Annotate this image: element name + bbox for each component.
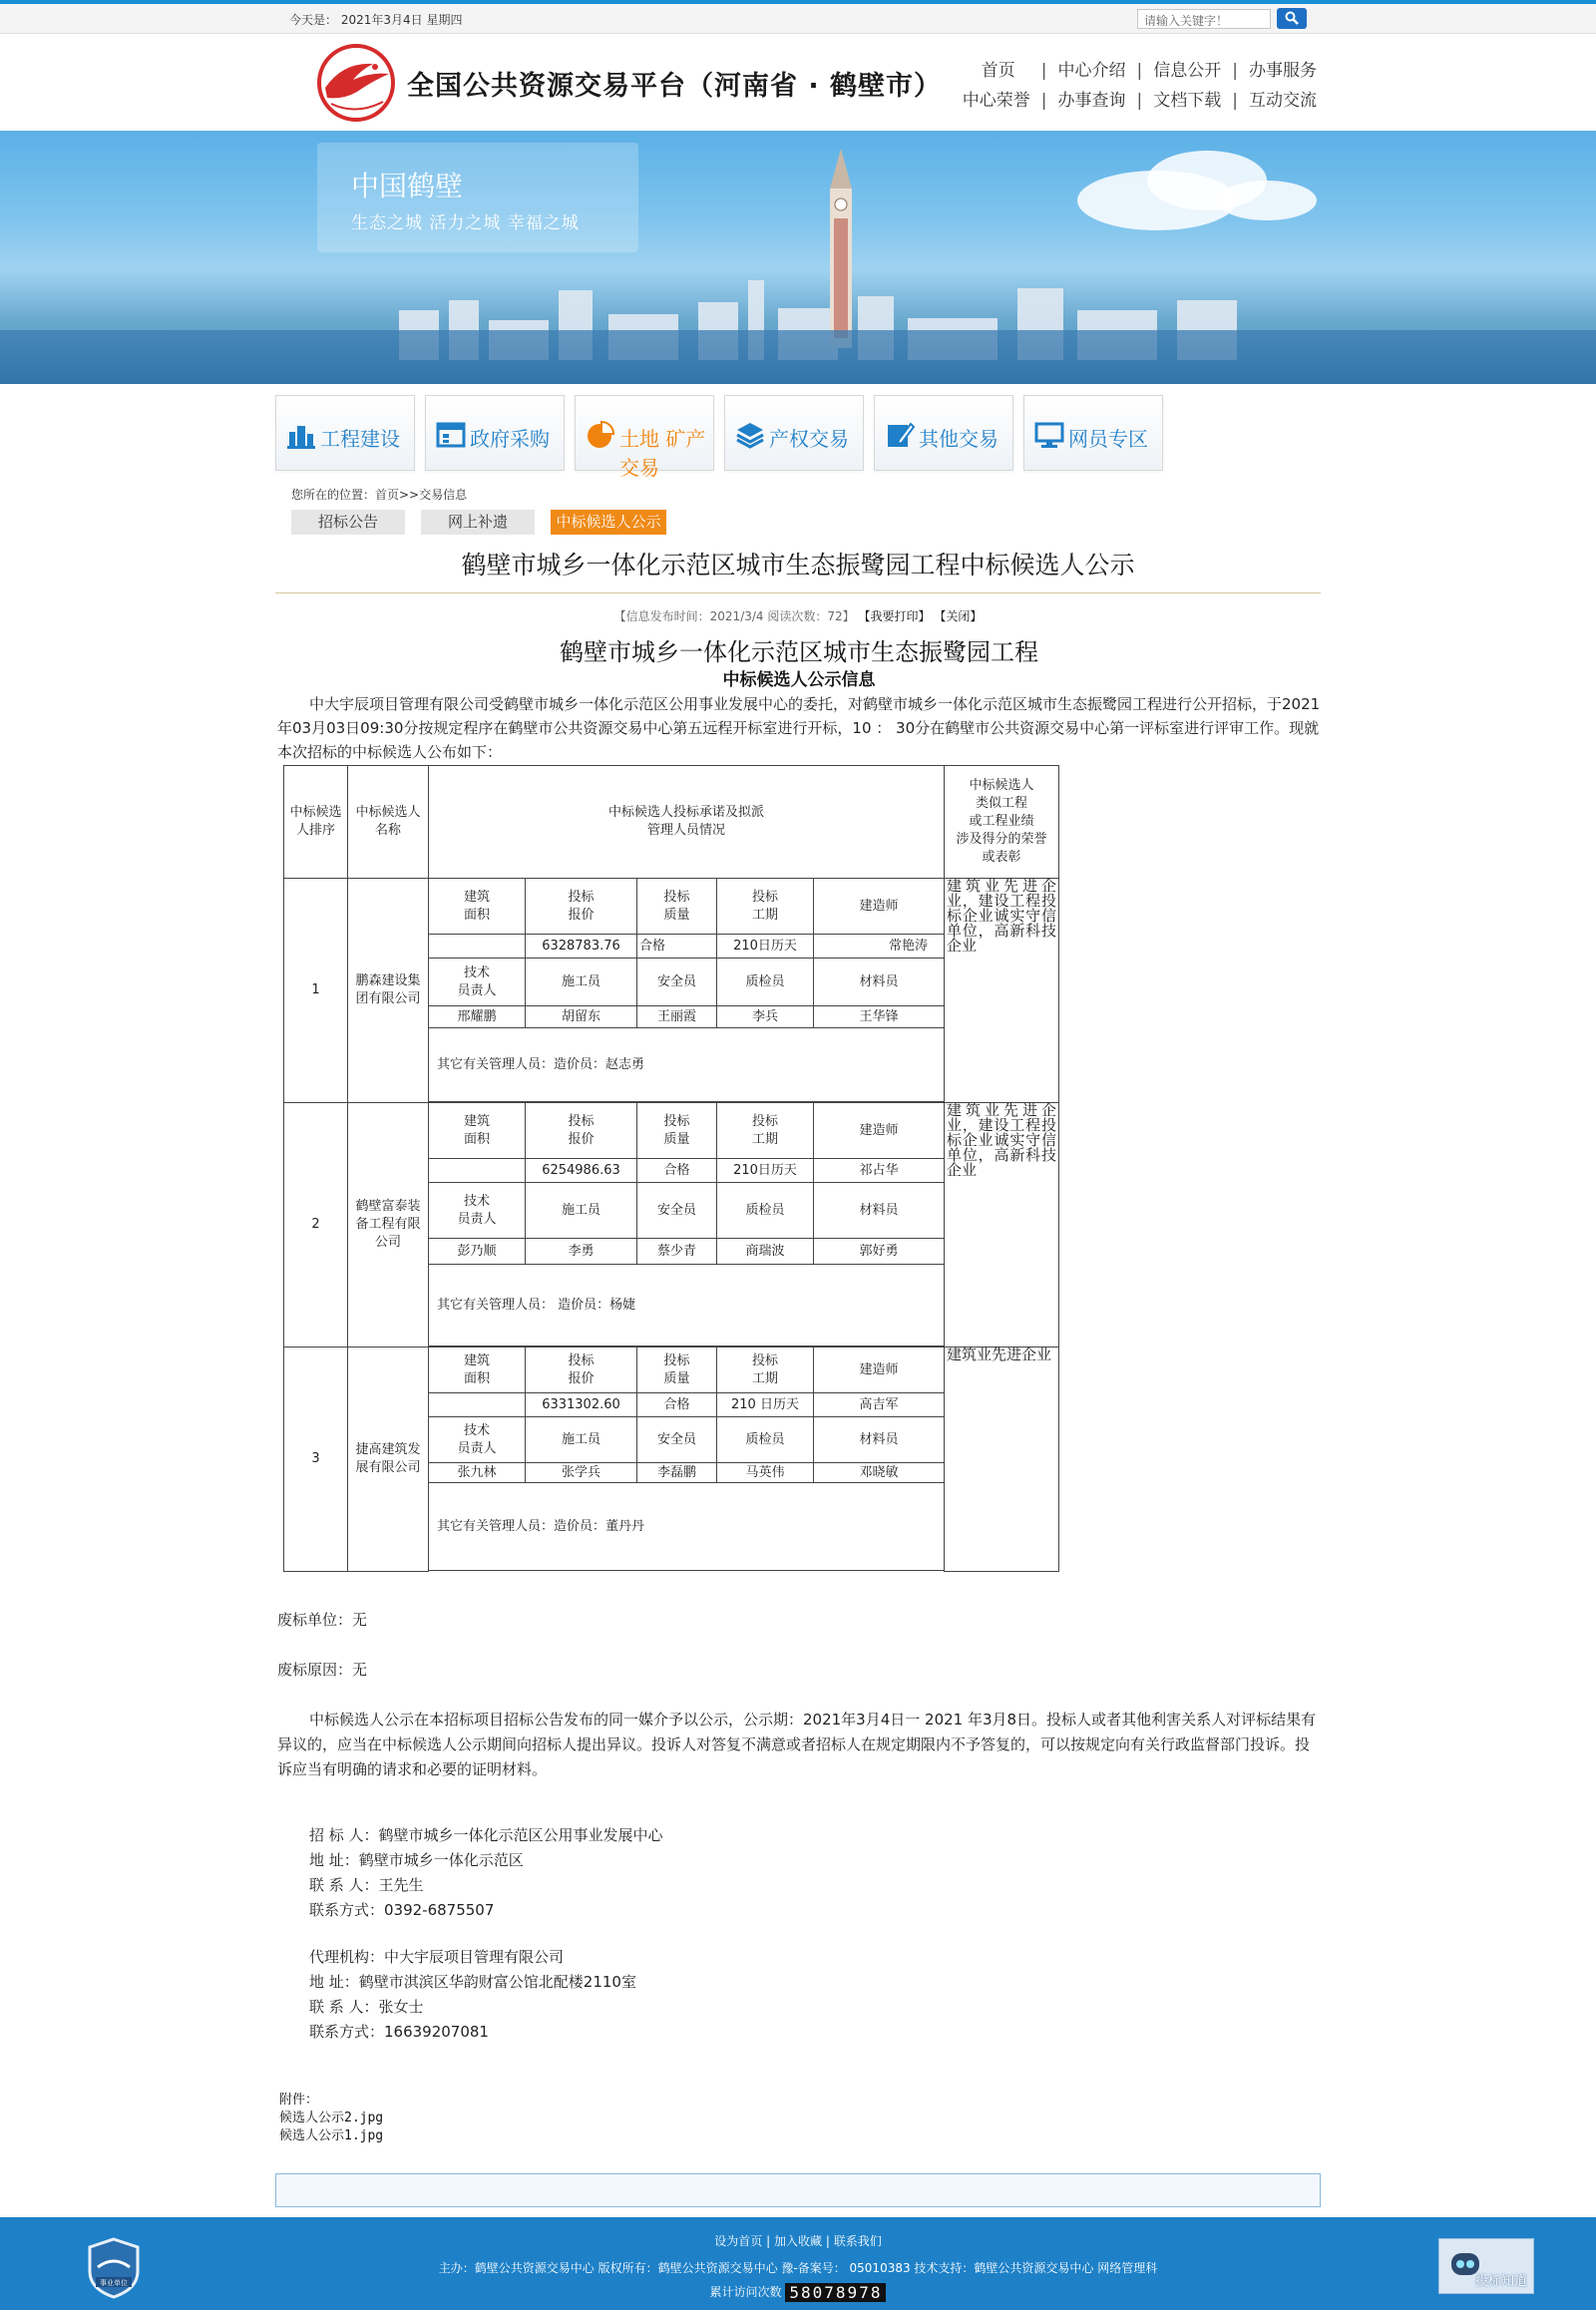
tenderer-contact-person: 联 系 人：王先生 — [309, 1876, 424, 1894]
label-builder: 建造师 — [814, 1348, 945, 1393]
label-area: 建筑 面积 — [429, 1103, 526, 1159]
clock-tower-icon — [824, 149, 858, 348]
pie-chart-icon — [586, 420, 615, 450]
tenderer-name: 招 标 人：鹤壁市城乡一体化示范区公用事业发展中心 — [309, 1826, 663, 1844]
category-tab-other[interactable] — [874, 395, 1013, 471]
cell-tech-lead: 彭乃顺 — [429, 1239, 526, 1265]
header-name: 中标候选人名称 — [348, 766, 429, 879]
article-title: 鹤壁市城乡一体化示范区城市生态振鹭园工程中标候选人公示 — [461, 551, 1135, 579]
nav-separator: | — [1232, 91, 1238, 111]
close-link[interactable]: 【关闭】 — [934, 609, 983, 623]
cell-area — [429, 1393, 526, 1417]
top-bar — [0, 4, 1596, 34]
sub-tabs — [291, 510, 666, 535]
footer-link-set-home[interactable]: 设为首页 — [714, 2234, 763, 2248]
nav-query[interactable]: 办事查询 — [1057, 91, 1126, 111]
article-meta — [275, 607, 1321, 624]
tab-tender-notice[interactable]: 招标公告 — [291, 510, 405, 535]
cell-performance: 建筑业先进企业，建设工程投标企业诚实守信单位，高新科技企业 — [945, 1103, 1059, 1348]
category-tab-label: 其他交易 — [919, 427, 998, 451]
category-tabs — [275, 395, 1163, 480]
banner-title: 中国鹤壁 — [351, 170, 464, 202]
cell-constructor: 胡留东 — [526, 1006, 637, 1028]
nav-interaction[interactable]: 互动交流 — [1249, 91, 1317, 111]
category-tab-property[interactable] — [724, 395, 864, 471]
cell-qc: 商瑞波 — [717, 1239, 814, 1265]
footer-info: 主办：鹤壁公共资源交易中心 版权所有：鹤壁公共资源交易中心 豫-备案号： 05010383 技术支持：鹤壁公共资源交易中心 网络管理科 — [438, 2261, 1158, 2275]
label-constructor: 施工员 — [526, 959, 637, 1006]
cell-rank: 1 — [284, 879, 348, 1103]
site-title: 全国公共资源交易平台（河南省 · 鹤壁市） — [407, 71, 943, 102]
empty-panel — [275, 2173, 1321, 2207]
agency-name: 代理机构：中大宇辰项目管理有限公司 — [309, 1948, 565, 1966]
content-heading: 鹤壁市城乡一体化示范区城市生态振鹭园工程 — [560, 638, 1038, 666]
cell-period: 210 日历天 — [717, 1393, 814, 1417]
category-tab-label: 工程建设 — [320, 427, 400, 451]
publish-info: 【信息发布时间：2021/3/4 阅读次数：72】 — [613, 609, 855, 623]
label-tech-lead: 技术 员责人 — [429, 1183, 526, 1239]
top-navigation — [948, 56, 1317, 116]
attachments — [279, 2092, 383, 2145]
category-tab-construction[interactable] — [275, 395, 415, 471]
cell-company: 鹤壁富泰装备工程有限公司 — [348, 1103, 429, 1348]
title-divider — [275, 592, 1321, 593]
article-body — [277, 636, 1321, 764]
cell-safety: 王丽霞 — [637, 1006, 717, 1028]
candidate-table — [283, 765, 1059, 1572]
site-header — [0, 34, 1596, 131]
cell-period: 210日历天 — [717, 935, 814, 959]
cell-tech-lead: 邢耀鹏 — [429, 1006, 526, 1028]
agency-phone: 联系方式：16639207081 — [309, 2023, 489, 2041]
category-tab-procurement[interactable] — [425, 395, 565, 471]
nav-separator: | — [1136, 61, 1143, 81]
footer-separator: | — [825, 2234, 834, 2248]
monitor-icon — [1034, 420, 1064, 450]
agency-contact-person: 联 系 人：张女士 — [309, 1998, 424, 2016]
category-tab-label: 网员专区 — [1068, 427, 1148, 451]
tenderer-address: 地 址：鹤壁市城乡一体化示范区 — [309, 1851, 524, 1869]
visit-counter-label: 累计访问次数 — [709, 2285, 782, 2299]
cell-material: 王华锋 — [814, 1006, 945, 1028]
tab-online-addendum[interactable]: 网上补遗 — [421, 510, 535, 535]
top-nav-row-1 — [948, 56, 1317, 86]
footer-separator: | — [766, 2234, 774, 2248]
content-subheading: 中标候选人公示信息 — [722, 670, 876, 690]
nav-downloads[interactable]: 文档下载 — [1153, 91, 1222, 111]
search-input[interactable]: 请输入关键字！ — [1137, 9, 1271, 29]
cell-rank: 2 — [284, 1103, 348, 1348]
cloud-shape — [1217, 181, 1317, 220]
publicity-paragraph: 中标候选人公示在本招标项目招标公告发布的同一媒介予以公示，公示期：2021年3月4日一 2021 年3月8日。投标人或者其他利害关系人对评标结果有异议的，应当在中标候选人公示期间向招标人提出异议。投诉人对答复不满意或者招标人在规定期限内不予答复的，可以按规定向有关行政监督部门投诉。投诉应当有明确的请求和必要的证明材料。 — [277, 1711, 1317, 1778]
right-badge-text: 投标知道 — [1474, 2274, 1527, 2289]
label-material: 材料员 — [814, 1417, 945, 1463]
breadcrumb: 您所在的位置：首页>>交易信息 — [291, 488, 468, 502]
nav-info-public[interactable]: 信息公开 — [1153, 61, 1222, 81]
label-period: 投标 工期 — [717, 879, 814, 935]
nav-separator: | — [1232, 61, 1238, 81]
nav-separator: | — [1040, 61, 1047, 81]
cell-qc: 李兵 — [717, 1006, 814, 1028]
cell-safety: 蔡少青 — [637, 1239, 717, 1265]
header-rank: 中标候选人排序 — [284, 766, 348, 879]
label-safety: 安全员 — [637, 959, 717, 1006]
table-row — [284, 1103, 1059, 1159]
left-badge-text: 事业单位 — [100, 2279, 128, 2287]
tenderer-contacts — [309, 1823, 663, 1923]
building-icon — [286, 420, 316, 450]
category-tab-label: 政府采购 — [470, 427, 550, 451]
cell-builder: 高吉军 — [814, 1393, 945, 1417]
cell-company: 捷高建筑发展有限公司 — [348, 1348, 429, 1572]
invalid-bid-reason: 废标原因：无 — [277, 1661, 368, 1679]
category-tab-members[interactable] — [1023, 395, 1163, 471]
cell-quality: 合格 — [637, 935, 717, 959]
nav-separator: | — [1136, 91, 1143, 111]
label-quality: 投标 质量 — [637, 879, 717, 935]
banner-subtitle: 生态之城 活力之城 幸福之城 — [351, 213, 580, 233]
label-builder: 建造师 — [814, 1103, 945, 1159]
search-button[interactable] — [1277, 8, 1307, 29]
visit-counter-row — [0, 2283, 1596, 2302]
nav-center-intro[interactable]: 中心介绍 — [1057, 61, 1126, 81]
label-price: 投标 报价 — [526, 1348, 637, 1393]
label-area: 建筑 面积 — [429, 879, 526, 935]
footer-links — [0, 2232, 1596, 2249]
label-constructor: 施工员 — [526, 1183, 637, 1239]
current-date: 今天是： 2021年3月4日 星期四 — [289, 13, 463, 27]
nav-home[interactable]: 首页 — [981, 61, 1015, 81]
nav-honors[interactable]: 中心荣誉 — [962, 91, 1030, 111]
label-period: 投标 工期 — [717, 1348, 814, 1393]
cell-performance: 建筑业先进企业 — [945, 1348, 1059, 1572]
cell-period: 210日历天 — [717, 1159, 814, 1183]
label-qc: 质检员 — [717, 959, 814, 1006]
lake-shape — [0, 330, 1596, 384]
site-logo-icon — [313, 42, 399, 124]
cell-material: 郭好勇 — [814, 1239, 945, 1265]
cell-builder: 祁占华 — [814, 1159, 945, 1183]
print-link[interactable]: 【我要打印】 — [858, 609, 931, 623]
cell-material: 邓晓敏 — [814, 1463, 945, 1483]
visit-counter-value: 58078978 — [785, 2283, 886, 2302]
nav-services[interactable]: 办事服务 — [1249, 61, 1317, 81]
label-material: 材料员 — [814, 1183, 945, 1239]
label-tech-lead: 技术 员责人 — [429, 959, 526, 1006]
cell-other-staff: 其它有关管理人员：造价员：董丹丹 — [429, 1483, 945, 1571]
footer-link-contact[interactable]: 联系我们 — [833, 2234, 882, 2248]
cell-other-staff: 其它有关管理人员： 造价员：杨婕 — [429, 1265, 945, 1347]
attachment-link[interactable]: 候选人公示1.jpg — [279, 2128, 384, 2143]
label-safety: 安全员 — [637, 1417, 717, 1463]
header-performance: 中标候选人 类似工程 或工程业绩 涉及得分的荣誉 或表彰 — [945, 766, 1059, 879]
nav-separator: | — [1040, 91, 1047, 111]
cell-quality: 合格 — [637, 1393, 717, 1417]
attachment-link[interactable]: 候选人公示2.jpg — [279, 2111, 384, 2125]
cell-area — [429, 935, 526, 959]
table-row — [284, 879, 1059, 935]
agency-address: 地 址：鹤壁市淇滨区华韵财富公馆北配楼2110室 — [309, 1973, 636, 1991]
table-row — [284, 1348, 1059, 1393]
cell-quality: 合格 — [637, 1159, 717, 1183]
cell-rank: 3 — [284, 1348, 348, 1572]
cell-other-staff: 其它有关管理人员：造价员：赵志勇 — [429, 1028, 945, 1102]
label-period: 投标 工期 — [717, 1103, 814, 1159]
header-commitment: 中标候选人投标承诺及拟派 管理人员情况 — [429, 766, 945, 879]
label-qc: 质检员 — [717, 1183, 814, 1239]
label-qc: 质检员 — [717, 1417, 814, 1463]
site-footer — [0, 2217, 1596, 2310]
agency-contacts — [309, 1945, 636, 2045]
cell-qc: 马英伟 — [717, 1463, 814, 1483]
category-tab-label: 土地 矿产交易 — [619, 427, 706, 480]
attachments-label: 附件： — [279, 2093, 319, 2108]
label-constructor: 施工员 — [526, 1417, 637, 1463]
table-header-row — [284, 766, 1059, 879]
footer-link-favorite[interactable]: 加入收藏 — [773, 2234, 822, 2248]
label-builder: 建造师 — [814, 879, 945, 935]
invalid-bid-unit: 废标单位：无 — [277, 1611, 368, 1629]
cell-safety: 李磊鹏 — [637, 1463, 717, 1483]
bid-knowledge-badge[interactable] — [1438, 2238, 1534, 2294]
cell-tech-lead: 张九林 — [429, 1463, 526, 1483]
layers-icon — [735, 420, 765, 450]
cell-price: 6328783.76 — [526, 935, 637, 959]
cell-company: 鹏森建设集团有限公司 — [348, 879, 429, 1103]
label-area: 建筑 面积 — [429, 1348, 526, 1393]
cell-performance: 建筑业先进企业，建设工程投标企业诚实守信单位，高新科技企业 — [945, 879, 1059, 1103]
search-icon — [1285, 11, 1299, 25]
cell-price: 6331302.60 — [526, 1393, 637, 1417]
category-tab-land[interactable] — [575, 395, 714, 480]
cell-price: 6254986.63 — [526, 1159, 637, 1183]
category-tab-label: 产权交易 — [769, 427, 849, 451]
label-safety: 安全员 — [637, 1183, 717, 1239]
edit-icon — [885, 420, 915, 450]
cell-constructor: 李勇 — [526, 1239, 637, 1265]
label-quality: 投标 质量 — [637, 1103, 717, 1159]
label-quality: 投标 质量 — [637, 1348, 717, 1393]
cell-builder: 常艳涛 — [814, 935, 945, 959]
label-tech-lead: 技术 员责人 — [429, 1417, 526, 1463]
top-nav-row-2 — [948, 86, 1317, 116]
city-banner — [0, 131, 1596, 384]
purchase-icon — [436, 420, 466, 450]
cell-constructor: 张学兵 — [526, 1463, 637, 1483]
tab-candidate-publicity[interactable]: 中标候选人公示 — [551, 510, 666, 535]
label-material: 材料员 — [814, 959, 945, 1006]
label-price: 投标 报价 — [526, 1103, 637, 1159]
label-price: 投标 报价 — [526, 879, 637, 935]
intro-paragraph: 中大宇辰项目管理有限公司受鹤壁市城乡一体化示范区公用事业发展中心的委托，对鹤壁市城乡一体化示范区城市生态振鹭园工程进行公开招标，于2021年03月03日09:30分按规定程序在鹤壁市公共资源交易中心第五远程开标室进行开标，10 ： 30分在鹤壁市公共资源交易中心第一评标室进行评审工作。现就本次招标的中标候选人公布如下： — [277, 695, 1321, 761]
tenderer-phone: 联系方式：0392-6875507 — [309, 1901, 495, 1919]
cell-area — [429, 1159, 526, 1183]
